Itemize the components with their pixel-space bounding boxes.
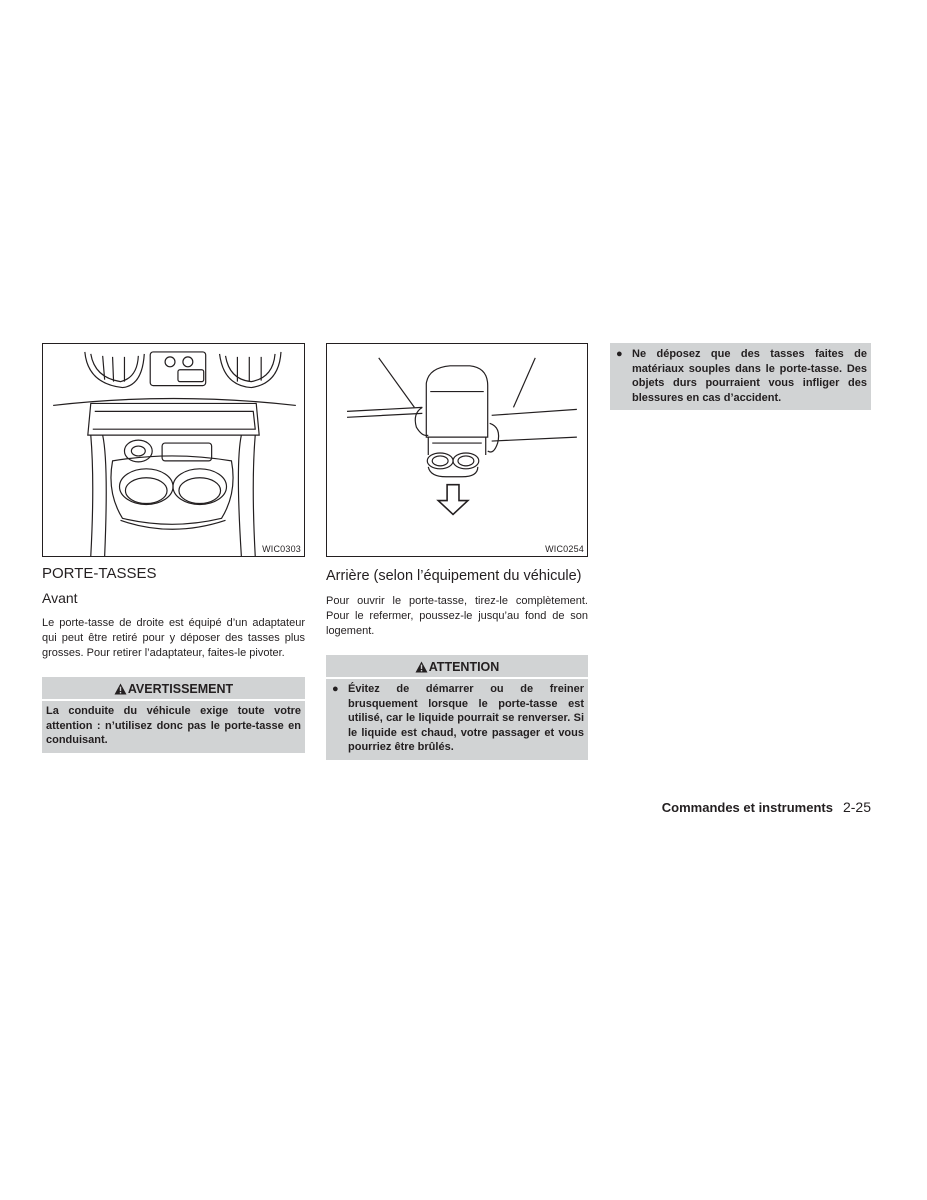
caution-text: Ne déposez que des tasses faites de matériaux souples dans le porte-tasse. Des objets durs pourraient vous infliger des blessures en cas d’accident. [632, 348, 867, 404]
page-footer [662, 799, 871, 816]
subsection-title-front: Avant [42, 590, 78, 606]
attention-box [326, 655, 588, 760]
warning-box [42, 677, 305, 753]
page-number: 2-25 [842, 799, 871, 815]
section-title: PORTE-TASSES [42, 565, 157, 582]
attention-title: ATTENTION [428, 660, 500, 674]
continued-caution-box [610, 343, 871, 410]
left-column [42, 343, 305, 753]
console-drawing [43, 344, 304, 556]
figure-code: WIC0254 [545, 544, 584, 554]
bullet-icon: ● [616, 348, 623, 360]
rear-cupholder-paragraph: Pour ouvrir le porte-tasse, tirez-le complètement. Pour le refermer, poussez-le jusqu’au fond de son logement. [326, 595, 588, 637]
front-cupholder-paragraph: Le porte-tasse de droite est équipé d’un adaptateur qui peut être retiré pour y déposer des tasses plus grosses. Pour retirer l’adaptateur, faites-le pivoter. [42, 617, 305, 659]
footer-section-title: Commandes et instruments [661, 800, 833, 815]
warning-triangle-icon [114, 683, 127, 695]
attention-body [326, 679, 588, 760]
attention-header [326, 655, 588, 679]
continued-caution-body [610, 343, 871, 410]
rear-cupholder-illustration [326, 343, 588, 557]
warning-header [42, 677, 305, 701]
attention-bullet [330, 682, 584, 755]
warning-title: AVERTISSEMENT [127, 682, 234, 696]
middle-column [326, 343, 588, 760]
bullet-icon: ● [332, 683, 339, 695]
subsection-title-rear: Arrière (selon l’équipement du véhicule) [326, 568, 582, 584]
front-cupholder-illustration [42, 343, 305, 557]
figure-code: WIC0303 [262, 544, 301, 554]
attention-text: Évitez de démarrer ou de freiner brusquement lorsque le porte-tasse est utilisé, car le liquide pourrait se renverser. Si le liquide est chaud, votre passager et vous pourriez être brûlés. [348, 683, 584, 753]
warning-triangle-icon [415, 661, 428, 673]
caution-bullet [614, 347, 867, 405]
rear-console-drawing [327, 344, 587, 556]
warning-text: La conduite du véhicule exige toute votre attention : n’utilisez donc pas le porte-tasse en conduisant. [46, 705, 301, 746]
right-column [610, 343, 871, 410]
